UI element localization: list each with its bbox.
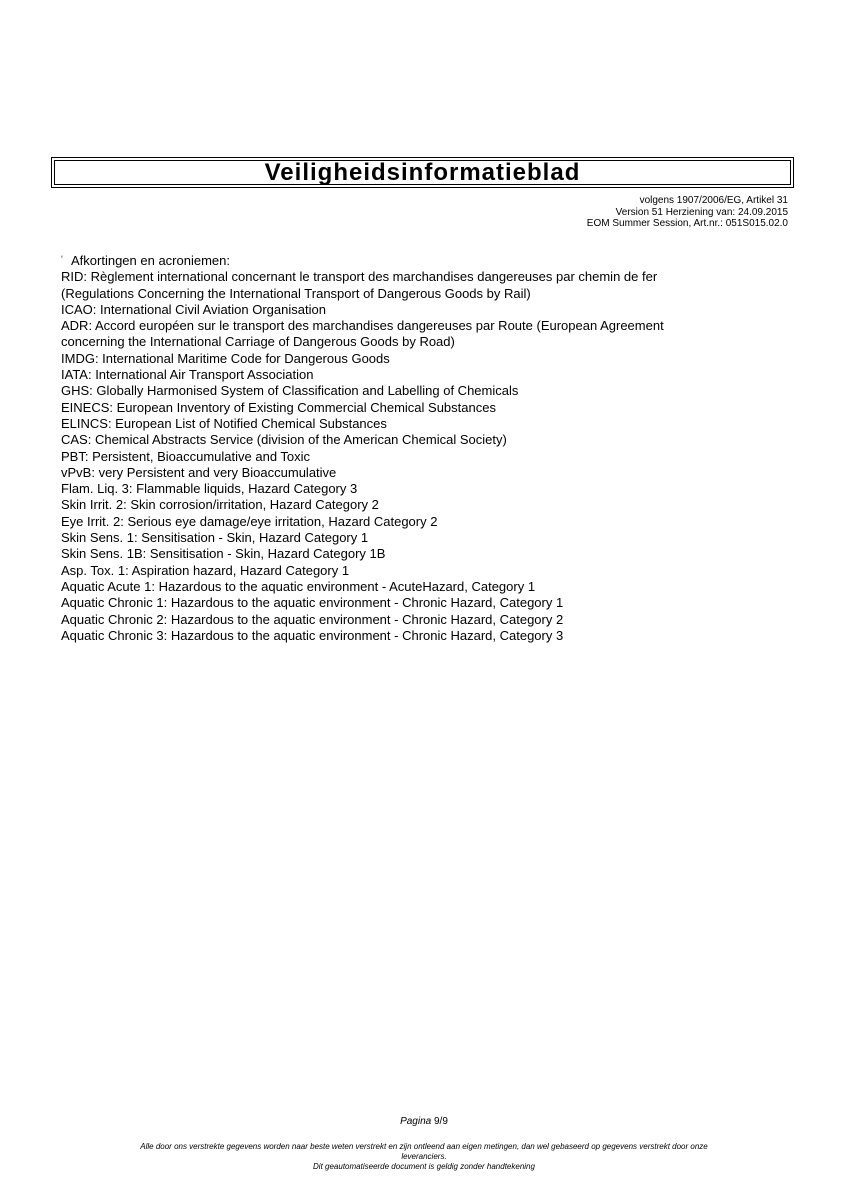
abbreviation-line: EINECS: European Inventory of Existing Commercial Chemical Substances: [61, 399, 496, 415]
abbreviation-list: [61, 269, 781, 644]
abbreviation-line: PBT: Persistent, Bioaccumulative and Toxic: [61, 448, 311, 464]
abbreviation-line: ADR: Accord européen sur le transport des marchandises dangereuses par Route (European Agreement: [61, 318, 664, 334]
abbreviations-section: [61, 251, 781, 644]
abbreviation-line: Eye Irrit. 2: Serious eye damage/eye irritation, Hazard Category 2: [61, 513, 438, 529]
footer-disclaimer: [60, 1142, 788, 1172]
section-heading-line: [61, 251, 781, 269]
abbreviation-line: Flam. Liq. 3: Flammable liquids, Hazard Category 3: [61, 481, 358, 497]
abbreviation-line: Skin Sens. 1B: Sensitisation - Skin, Hazard Category 1B: [61, 546, 386, 562]
title-inner-border: [54, 160, 791, 185]
document-meta: [587, 195, 788, 230]
page-label: Pagina: [400, 1116, 432, 1127]
abbreviation-line: IMDG: International Maritime Code for Dangerous Goods: [61, 350, 390, 366]
footer-line-2: leveranciers.: [401, 1152, 447, 1161]
change-mark: ‘: [61, 254, 63, 264]
document-title: Veiligheidsinformatieblad: [264, 158, 581, 186]
abbreviation-line: CAS: Chemical Abstracts Service (division of the American Chemical Society): [61, 432, 507, 448]
page-number: [0, 1116, 848, 1127]
abbreviation-line: Asp. Tox. 1: Aspiration hazard, Hazard Category 1: [61, 562, 350, 578]
meta-version: Version 51 Herziening van: 24.09.2015: [615, 206, 788, 218]
abbreviation-line: RID: Règlement international concernant le transport des marchandises dangereuses par chemin de fer: [61, 269, 658, 285]
abbreviation-line: ICAO: International Civil Aviation Organisation: [61, 301, 326, 317]
abbreviation-line: IATA: International Air Transport Association: [61, 367, 314, 383]
footer-line-3: Dit geautomatiseerde document is geldig zonder handtekening: [313, 1162, 535, 1171]
meta-regulation: volgens 1907/2006/EG, Artikel 31: [639, 195, 788, 206]
section-heading: Afkortingen en acroniemen:: [71, 253, 230, 268]
abbreviation-line: Aquatic Chronic 1: Hazardous to the aquatic environment - Chronic Hazard, Category 1: [61, 595, 564, 611]
meta-product: EOM Summer Session, Art.nr.: 051S015.02.0: [586, 218, 788, 229]
abbreviation-line: Skin Sens. 1: Sensitisation - Skin, Hazard Category 1: [61, 530, 369, 546]
footer-line-1: Alle door ons verstrekte gegevens worden naar beste weten verstrekt en zijn ontleend aan eigen metingen, dan wel gebaseerd op gegevens verstrekt door onze: [140, 1142, 708, 1151]
abbreviation-line: Aquatic Acute 1: Hazardous to the aquatic environment - AcuteHazard, Category 1: [61, 578, 536, 594]
abbreviation-line: concerning the International Carriage of Dangerous Goods by Road): [61, 334, 455, 350]
abbreviation-line: ELINCS: European List of Notified Chemical Substances: [61, 415, 387, 431]
abbreviation-line: vPvB: very Persistent and very Bioaccumulative: [61, 464, 337, 480]
abbreviation-line: Aquatic Chronic 3: Hazardous to the aquatic environment - Chronic Hazard, Category 3: [61, 627, 564, 643]
abbreviation-line: GHS: Globally Harmonised System of Classification and Labelling of Chemicals: [61, 383, 519, 399]
abbreviation-line: Skin Irrit. 2: Skin corrosion/irritation, Hazard Category 2: [61, 497, 379, 513]
title-box: [51, 157, 794, 188]
abbreviation-line: (Regulations Concerning the International Transport of Dangerous Goods by Rail): [61, 285, 531, 301]
abbreviation-line: Aquatic Chronic 2: Hazardous to the aquatic environment - Chronic Hazard, Category 2: [61, 611, 564, 627]
page-count: 9/9: [434, 1116, 448, 1127]
